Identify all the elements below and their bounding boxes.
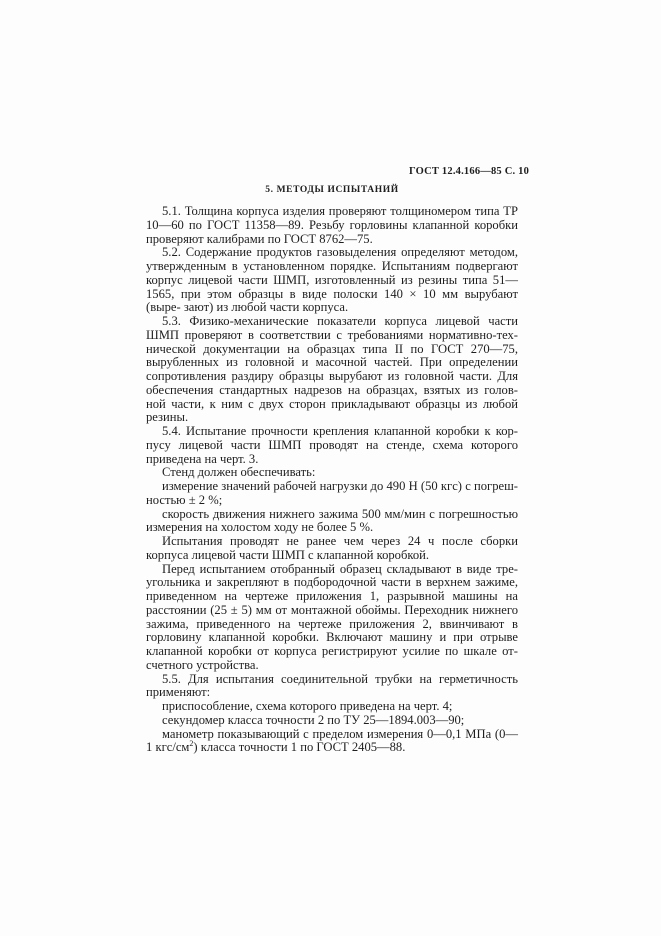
paragraph-fixture: приспособление, схема которого приведена на черт. 4;: [162, 699, 453, 713]
paragraph-stopwatch: секундомер класса точности 2 по ТУ 25—1894.003—90;: [162, 712, 465, 727]
body-text: [146, 205, 518, 755]
paragraph-test-procedure: Перед испытанием отобранный образец складывают в виде тре- угольника и закрепляют в подбородочной части в верхнем зажиме, приведенном на чертеже приложения 1, разрывной машины на расстоянии (25 ± 5) мм от монтажной обоймы. Переходник нижнего зажима, приведенного на чертеже приложения 2, ввинчивают в горловину клапанной коробки. Включают машину и при отрыве клапанной коробки от корпуса регистрируют усилие по шкале от- счетного устройства.: [146, 561, 518, 672]
paragraph-manometer: [146, 728, 518, 756]
paragraph-5-3: 5.3. Физико-механические показатели корпуса лицевой части ШМП проверяют в соответствии с требованиями нормативно-тех- нической документации на образцах типа II по ГОСТ 270—75, вырубленных из головной и масочной частей. При определении сопротивления раздиру образцы вырубают из головной части. Для обеспечения стандартных надрезов на образцах, взятых из голов- ной части, к ним с двух сторон прикладывают образцы из любой резины.: [146, 314, 518, 425]
paragraph-5-2: 5.2. Содержание продуктов газовыделения определяют методом, утвержденным в установленном порядке. Испытаниям подвергают корпус лицевой части ШМП, изготовленный из резины типа 51— 1565, при этом образцы в виде полоски 140 × 10 мм вырубают (выре- зают) из любой части корпуса.: [146, 245, 518, 315]
paragraph-5-4: 5.4. Испытание прочности крепления клапанной коробки к кор- пусу лицевой части ШМП проводят на стенде, схема которого приведена на черт. 3.: [146, 424, 518, 466]
manometer-text-end: ) класса точности 1 по ГОСТ 2405—88.: [193, 740, 406, 755]
paragraph-clamp-speed: скорость движения нижнего зажима 500 мм/мин с погрешностью измерения на холостом ходу не более 5 %.: [146, 506, 518, 535]
paragraph-test-timing: Испытания проводят не ранее чем через 24 ч после сборки корпуса лицевой части ШМП с клапанной коробкой.: [146, 534, 518, 562]
running-header: ГОСТ 12.4.166—85 С. 10: [409, 166, 530, 177]
paragraph-5-5: 5.5. Для испытания соединительной трубки на герметичность применяют:: [146, 671, 518, 700]
superscript-2: 2: [189, 739, 194, 749]
paragraph-load-measurement: измерение значений рабочей нагрузки до 490 Н (50 кгс) с погреш- ностью ± 2 %;: [146, 479, 518, 507]
paragraph-stand-requirements: Стенд должен обеспечивать:: [162, 465, 316, 480]
paragraph-5-1: 5.1. Толщина корпуса изделия проверяют толщиномером типа ТР 10—60 по ГОСТ 11358—89. Резьбу горловины клапанной коробки проверяют калибрами по ГОСТ 8762—75.: [146, 204, 518, 246]
manometer-text-start: манометр показывающий с пределом измерения 0—0,1 МПа (0— 1 кгс/см: [146, 726, 518, 755]
section-title: 5. МЕТОДЫ ИСПЫТАНИЙ: [265, 185, 399, 195]
